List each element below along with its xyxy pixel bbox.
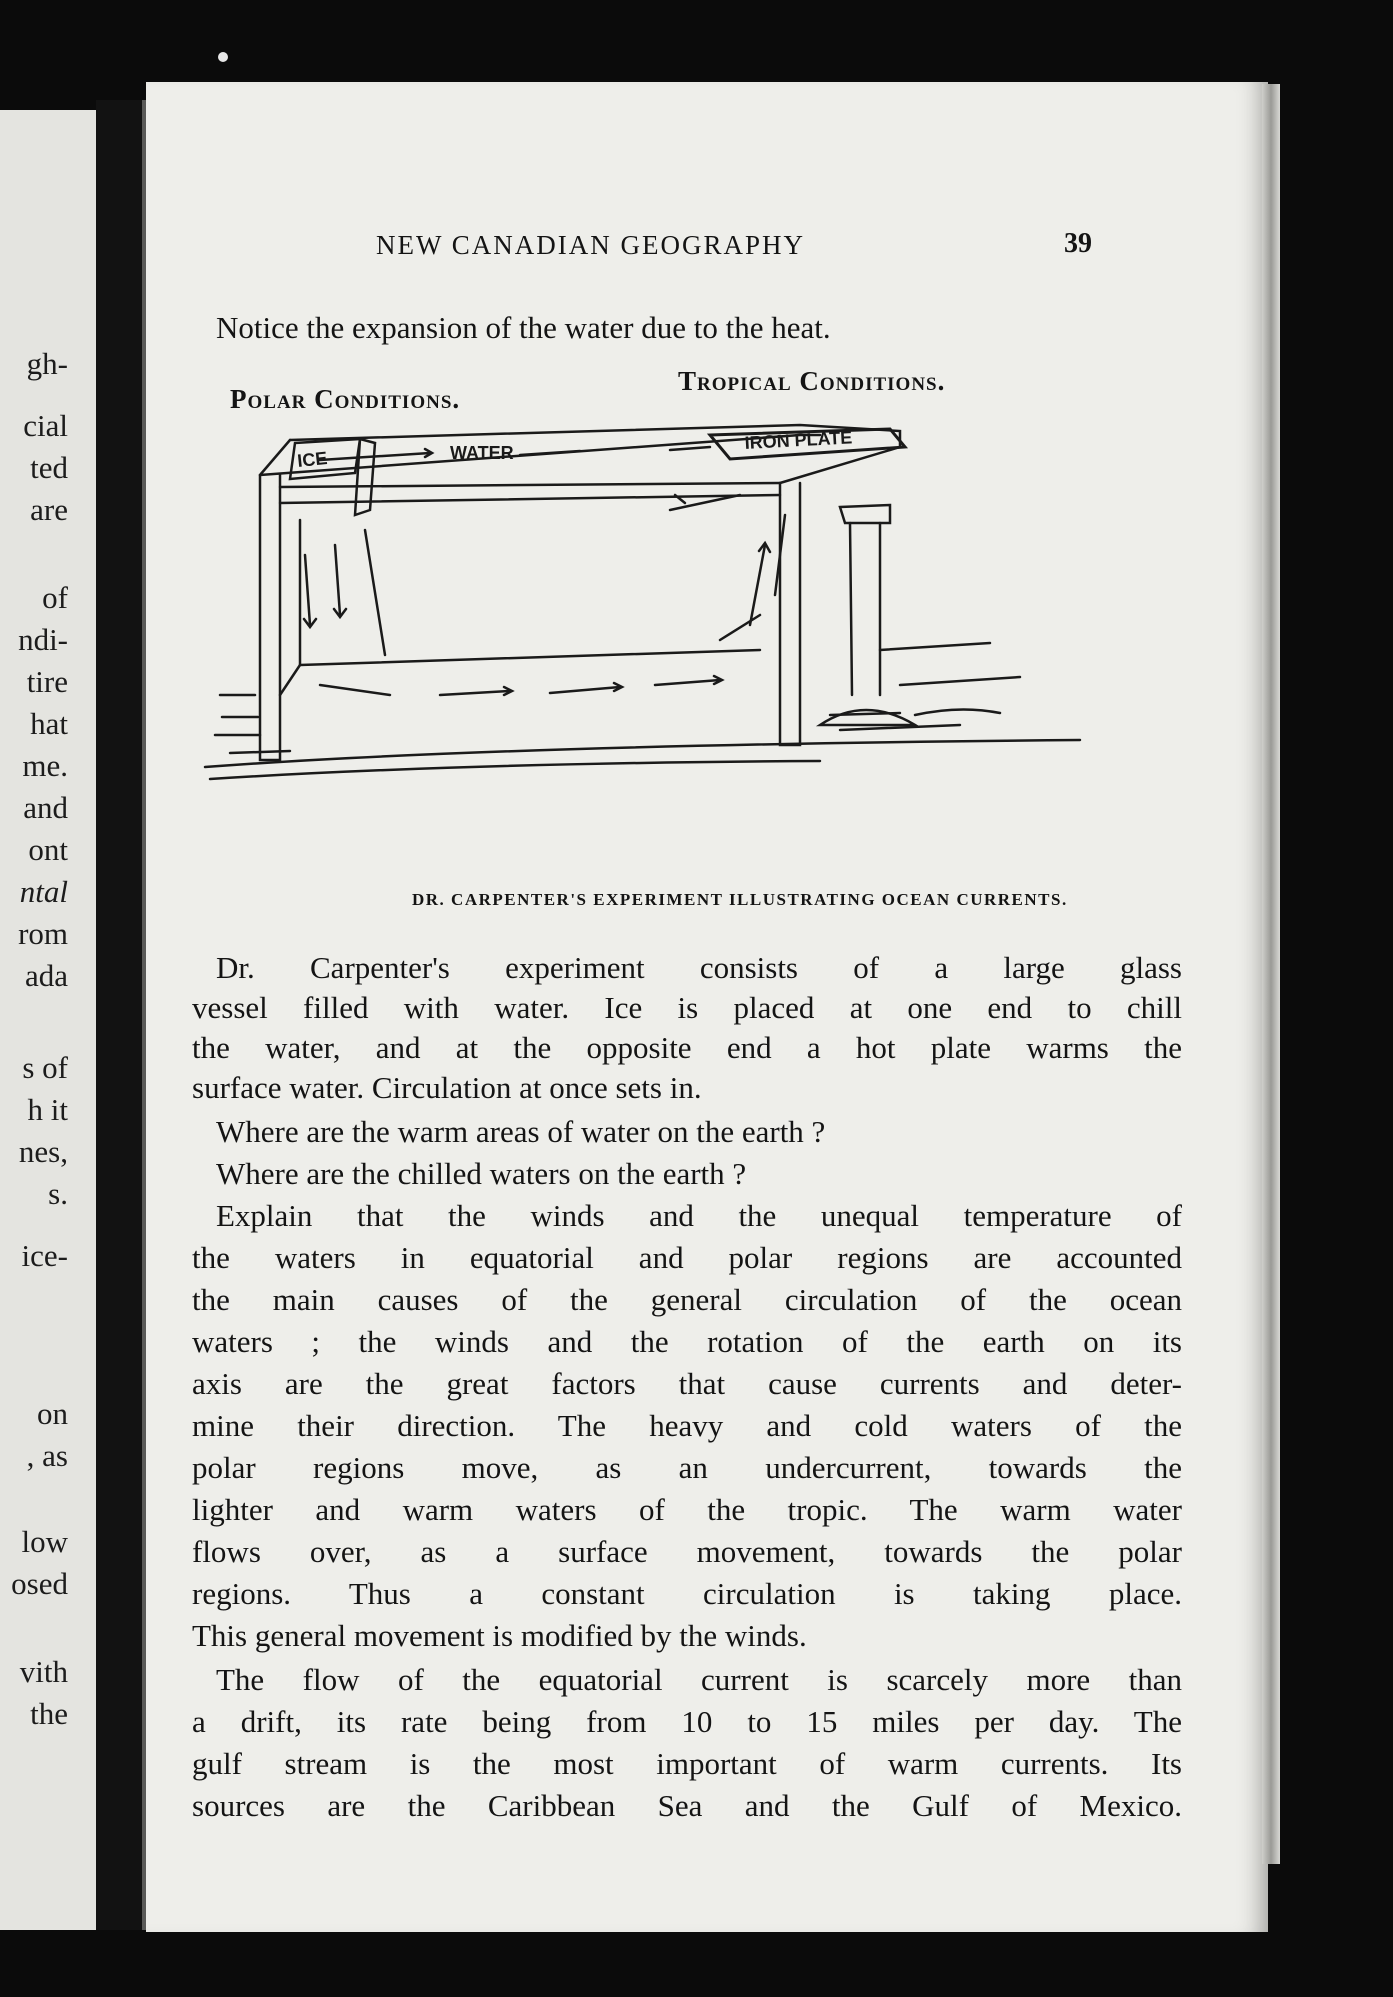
facing-page-text: rom [18, 916, 68, 951]
figure-label-polar-text: Polar Conditions. [230, 384, 461, 414]
facing-page-text: s of [22, 1050, 68, 1085]
text-line: flows over, as a surface movement, towards the polar [192, 1534, 1182, 1569]
page-number: 39 [1064, 228, 1092, 259]
scan-speck [218, 52, 228, 62]
facing-page-text: s. [48, 1176, 68, 1211]
text-line: lighter and warm waters of the tropic. The warm water [192, 1492, 1182, 1527]
text-line: the water, and at the opposite end a hot plate warms the [192, 1030, 1182, 1065]
text-line: the waters in equatorial and polar regions are accounted [192, 1240, 1182, 1275]
text-line: waters ; the winds and the rotation of the earth on its [192, 1324, 1182, 1359]
facing-page-text: ada [24, 958, 68, 993]
text-line: regions. Thus a constant circulation is taking place. [192, 1576, 1182, 1611]
facing-page-text: h it [27, 1092, 68, 1127]
facing-page-text: hat [30, 706, 68, 741]
running-header: NEW CANADIAN GEOGRAPHY [376, 230, 805, 260]
facing-page-text: nes, [18, 1134, 68, 1169]
facing-page-text: and [23, 790, 68, 825]
text-line: axis are the great factors that cause currents and deter- [192, 1366, 1182, 1401]
text-line: sources are the Caribbean Sea and the Gulf of Mexico. [192, 1788, 1182, 1823]
facing-page-text: vith [19, 1654, 68, 1689]
ice-tag: ICE [296, 447, 329, 471]
facing-page-text: osed [11, 1566, 68, 1601]
text-line: polar regions move, as an undercurrent, towards the [192, 1450, 1182, 1485]
facing-page-text: ont [28, 832, 68, 867]
text-line: gulf stream is the most important of warm currents. Its [192, 1746, 1182, 1781]
book-page [146, 82, 1268, 1932]
arrow-up [720, 615, 760, 640]
page-edge [1262, 84, 1280, 1864]
facing-page-text: gh- [26, 346, 68, 381]
figure-caption: DR. CARPENTER'S EXPERIMENT ILLUSTRATING OCEAN CURRENTS. [412, 890, 1068, 909]
book-spine [96, 100, 146, 1930]
facing-page-text: ice- [21, 1238, 68, 1273]
experiment-illustration [200, 395, 1100, 800]
facing-page-text: tire [26, 664, 68, 699]
plate-tag: IRON PLATE [744, 427, 853, 453]
intro-sentence: Notice the expansion of the water due to the heat. [216, 310, 831, 345]
lamp-top [840, 505, 890, 523]
figure-label-tropical [678, 366, 945, 397]
text-line: Where are the chilled waters on the earth ? [216, 1156, 747, 1191]
tank-top-front [280, 483, 780, 487]
facing-page [0, 110, 104, 1930]
water-tag: WATER [450, 443, 514, 463]
tank-left-post [260, 475, 280, 760]
facing-page-text: are [30, 492, 68, 527]
text-line: a drift, its rate being from 10 to 15 miles per day. The [192, 1704, 1182, 1739]
text-line: Where are the warm areas of water on the earth ? [216, 1114, 826, 1149]
facing-page-text: on [37, 1396, 68, 1431]
facing-page-text: , as [26, 1438, 68, 1473]
facing-page-text: the [30, 1696, 68, 1731]
facing-page-text: ndi- [18, 622, 68, 657]
arrow-down [305, 555, 310, 625]
facing-page-text: low [21, 1524, 68, 1559]
text-line: The flow of the equatorial current is scarcely more than [216, 1662, 1182, 1697]
text-line: Explain that the winds and the unequal temperature of [216, 1198, 1182, 1233]
facing-page-text: ntal [19, 874, 68, 909]
lamp-stem [850, 523, 880, 695]
arrow-bottom [320, 685, 390, 695]
text-line: This general movement is modified by the winds. [192, 1618, 807, 1653]
facing-page-text: of [42, 580, 68, 615]
text-line: mine their direction. The heavy and cold waters of the [192, 1408, 1182, 1443]
facing-page-text: ted [30, 450, 68, 485]
text-line: Dr. Carpenter's experiment consists of a large glass [216, 950, 1182, 985]
text-line: the main causes of the general circulation of the ocean [192, 1282, 1182, 1317]
facing-page-text: cial [23, 408, 68, 443]
text-line: vessel filled with water. Ice is placed at one end to chill [192, 990, 1182, 1025]
figure-label-tropical-text: Tropical Conditions. [678, 366, 946, 396]
facing-page-text: me. [22, 748, 68, 783]
text-line: surface water. Circulation at once sets in. [192, 1070, 702, 1105]
